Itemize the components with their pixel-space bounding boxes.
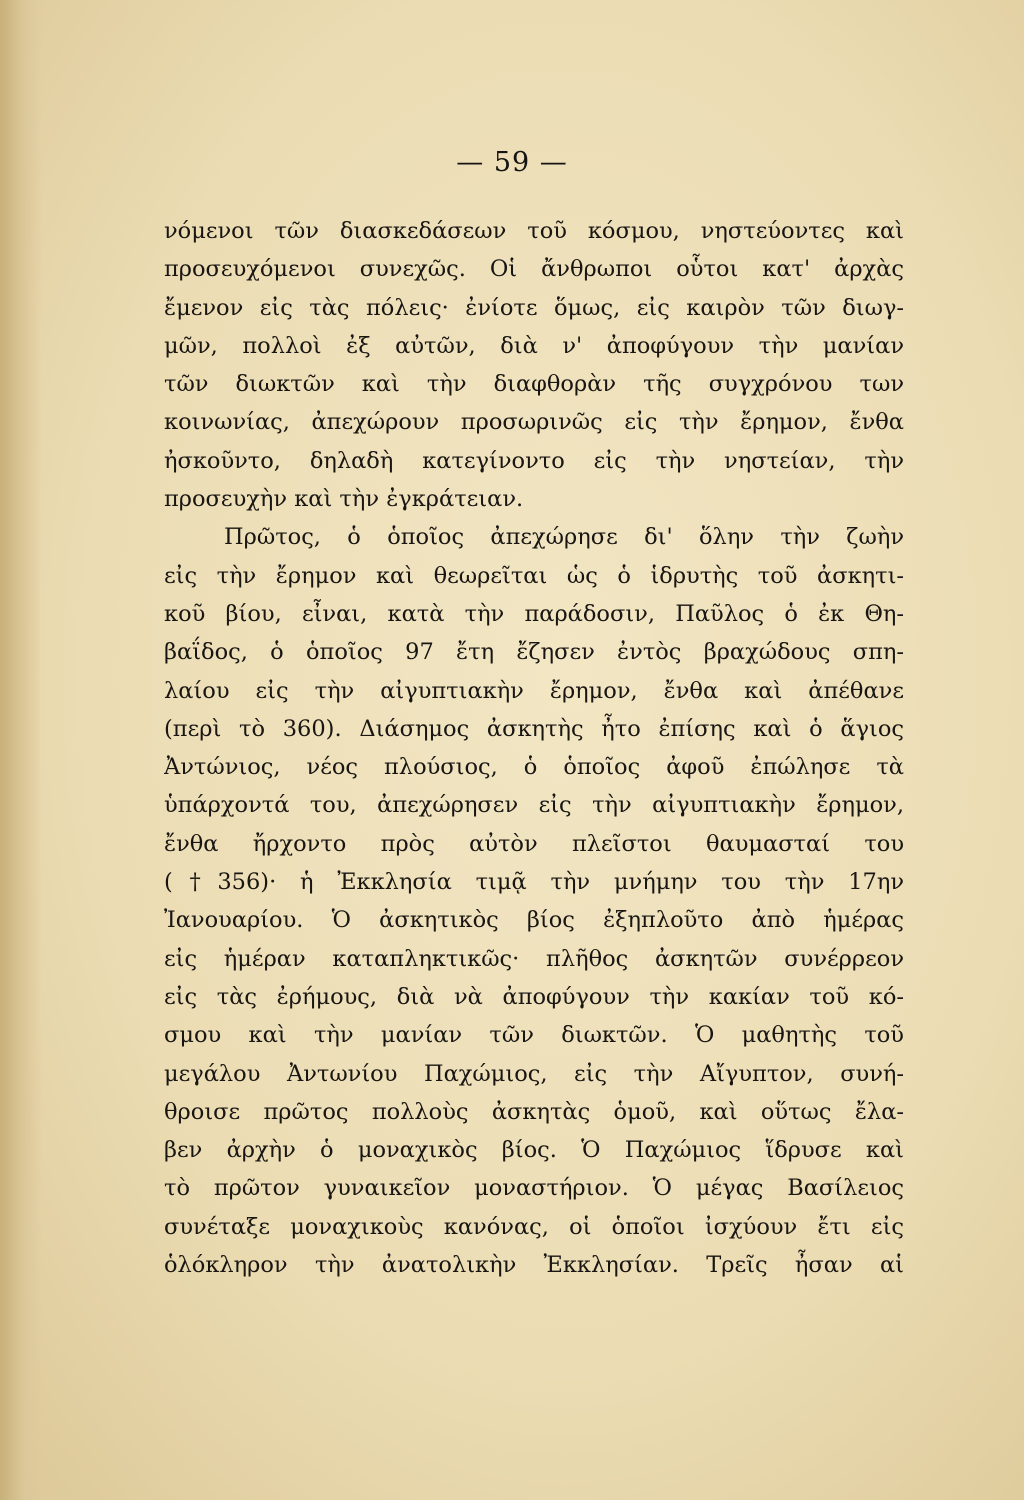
text-line: εἰς τὴν ἔρημον καὶ θεωρεῖται ὡς ὁ ἱδρυτὴς τοῦ ἀσκητι- [164,562,904,589]
text-line: μῶν, πολλοὶ ἐξ αὐτῶν, διὰ ν' ἀποφύγουν τὴν μανίαν [164,332,904,359]
text-line: τὸ πρῶτον γυναικεῖον μοναστήριον. Ὁ μέγας Βασίλειος [164,1175,904,1202]
page-number: — 59 — [456,147,568,178]
text-line: Πρῶτος, ὁ ὁποῖος ἀπεχώρησε δι' ὅλην τὴν ζωὴν [224,524,904,551]
text-line: προσευχὴν καὶ τὴν ἐγκράτειαν. [164,486,524,513]
text-line: θροισε πρῶτος πολλοὺς ἀσκητὰς ὁμοῦ, καὶ οὕτως ἔλα- [164,1098,904,1125]
text-line: τῶν διωκτῶν καὶ τὴν διαφθορὰν τῆς συγχρόνου των [164,371,904,398]
text-line: ἔνθα ἤρχοντο πρὸς αὐτὸν πλεῖστοι θαυμασταί του [164,830,904,857]
text-line: συνέταξε μοναχικοὺς κανόνας, οἱ ὁποῖοι ἰσχύουν ἔτι εἰς [164,1213,904,1240]
text-line: βαΐδος, ὁ ὁποῖος 97 ἔτη ἔζησεν ἐντὸς βραχώδους σπη- [164,639,904,666]
text-line: ἔμενον εἰς τὰς πόλεις· ἐνίοτε ὅμως, εἰς καιρὸν τῶν διωγ- [164,294,904,321]
text-line: (†356)· ἡ Ἐκκλησία τιμᾷ τὴν μνήμην του τὴν 17ην [164,869,904,896]
text-line: ὑπάρχοντά του, ἀπεχώρησεν εἰς τὴν αἰγυπτιακὴν ἔρημον, [164,792,904,819]
text-line: εἰς ἡμέραν καταπληκτικῶς· πλῆθος ἀσκητῶν συνέρρεον [164,945,904,972]
text-line: νόμενοι τῶν διασκεδάσεων τοῦ κόσμου, νηστεύοντες καὶ [164,218,904,244]
body-text [164,212,904,1284]
text-line: (περὶ τὸ 360). Διάσημος ἀσκητὴς ἦτο ἐπίσης καὶ ὁ ἅγιος [164,715,904,742]
text-line: κοινωνίας, ἀπεχώρουν προσωρινῶς εἰς τὴν ἔρημον, ἔνθα [164,409,904,436]
text-line: μεγάλου Ἀντωνίου Παχώμιος, εἰς τὴν Αἴγυπτον, συνή- [164,1060,904,1087]
text-line: λαίου εἰς τὴν αἰγυπτιακὴν ἔρημον, ἔνθα καὶ ἀπέθανε [164,677,904,704]
text-line: Ἀντώνιος, νέος πλούσιος, ὁ ὁποῖος ἀφοῦ ἐπώλησε τὰ [164,754,904,781]
text-line: Ἰανουαρίου. Ὁ ἀσκητικὸς βίος ἐξηπλοῦτο ἀπὸ ἡμέρας [164,907,904,934]
text-line: ἠσκοῦντο, δηλαδὴ κατεγίνοντο εἰς τὴν νηστείαν, τὴν [164,447,904,474]
page-binding-shadow [0,0,42,1500]
text-line: εἰς τὰς ἐρήμους, διὰ νὰ ἀποφύγουν τὴν κακίαν τοῦ κό- [164,983,904,1010]
text-line: προσευχόμενοι συνεχῶς. Οἱ ἄνθρωποι οὗτοι κατ' ἀρχὰς [164,256,904,283]
text-line: ὁλόκληρον τὴν ἀνατολικὴν Ἐκκλησίαν. Τρεῖς ἦσαν αἱ [164,1252,904,1279]
text-line: σμου καὶ τὴν μανίαν τῶν διωκτῶν. Ὁ μαθητὴς τοῦ [164,1022,904,1049]
text-line: βεν ἀρχὴν ὁ μοναχικὸς βίος. Ὁ Παχώμιος ἵδρυσε καὶ [164,1137,904,1164]
text-line: κοῦ βίου, εἶναι, κατὰ τὴν παράδοσιν, Παῦλος ὁ ἐκ Θη- [164,600,904,627]
